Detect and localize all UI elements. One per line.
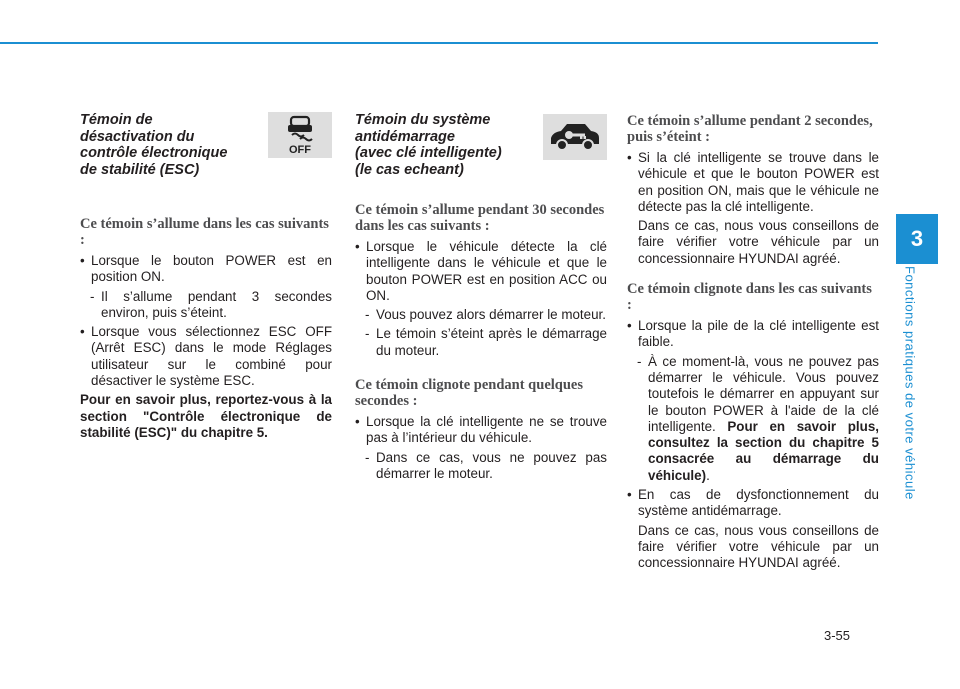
top-rule [0, 42, 878, 44]
immobilizer-bullet-4: • Lorsque la pile de la clé intelligente est faible. [627, 318, 879, 351]
immobilizer-bullet-1: • Lorsque le véhicule détecte la clé intelligente dans le véhicule et que le bouton POWER est en position ACC ou ON. [355, 239, 607, 304]
immobilizer-bullet-3: • Si la clé intelligente se trouve dans le véhicule et que le bouton POWER est en position ON, mais que le véhicule ne détecte pas la clé intelligente. [627, 150, 879, 215]
immobilizer-dash-4: - À ce moment-là, vous ne pouvez pas démarrer le véhicule. Vous pouvez toutefois le démarrer en appuyant sur le bouton POWER à l'aide de la clé intelligente. Pour en savoir plus, consultez la section du chapitre 5 consacrée au démarrage du véhicule). [627, 354, 879, 484]
immobilizer-car-key-icon [543, 114, 607, 160]
immobilizer-subhead-3: Ce témoin s’allume pendant 2 secondes, puis s’éteint : [627, 113, 873, 145]
immobilizer-bullet-2: • Lorsque la clé intelligente ne se trouve pas à l’intérieur du véhicule. [355, 414, 607, 447]
chapter-5-reference: Pour en savoir plus, consultez la section du chapitre 5 consacrée au démarrage du véhicule) [648, 418, 879, 483]
column-esc-off [80, 112, 332, 441]
immobilizer-title: Témoin du système antidémarrage (avec clé intelligente) (le cas echeant) [355, 112, 502, 178]
immobilizer-advice-1: Dans ce cas, nous vous conseillons de faire vérifier votre véhicule par un concessionnaire HYUNDAI agréé. [638, 218, 879, 266]
esc-off-reference-note: Pour en savoir plus, reportez-vous à la section "Contrôle électronique de stabilité (ESC)" du chapitre 5. [80, 392, 332, 440]
immobilizer-bullet-5: • En cas de dysfonctionnement du système antidémarrage. [627, 487, 879, 520]
esc-off-dash-1: - Il s’allume pendant 3 secondes environ, puis s’éteint. [80, 289, 332, 322]
side-chapter-title: Fonctions pratiques de votre véhicule [902, 266, 918, 500]
immobilizer-dash-2: - Le témoin s’éteint après le démarrage du moteur. [355, 326, 607, 359]
esc-off-icon [268, 112, 332, 158]
chapter-tab: 3 [896, 214, 938, 264]
column-immobilizer [355, 112, 607, 485]
svg-text:OFF: OFF [289, 144, 311, 155]
column-immobilizer-continued [627, 113, 879, 575]
esc-off-subhead: Ce témoin s’allume dans les cas suivants : [80, 216, 329, 248]
immobilizer-dash-3: - Dans ce cas, vous ne pouvez pas démarrer le moteur. [355, 450, 607, 483]
immobilizer-advice-2: Dans ce cas, nous vous conseillons de faire vérifier votre véhicule par un concessionnaire HYUNDAI agréé. [638, 522, 879, 571]
immobilizer-subhead-1: Ce témoin s’allume pendant 30 secondes dans les cas suivants : [355, 202, 605, 234]
esc-off-title: Témoin de désactivation du contrôle électronique de stabilité (ESC) [80, 112, 228, 178]
immobilizer-subhead-4: Ce témoin clignote dans les cas suivants : [627, 281, 872, 314]
esc-off-bullet-1: • Lorsque le bouton POWER est en position ON. [80, 253, 332, 286]
esc-off-bullet-2: • Lorsque vous sélectionnez ESC OFF (Arrêt ESC) dans le mode Réglages utilisateur sur le combiné pour désactiver le système ESC. [80, 324, 332, 389]
page-number: 3-55 [824, 628, 851, 643]
immobilizer-subhead-2: Ce témoin clignote pendant quelques secondes : [355, 377, 583, 410]
immobilizer-dash-1: - Vous pouvez alors démarrer le moteur. [355, 307, 607, 323]
